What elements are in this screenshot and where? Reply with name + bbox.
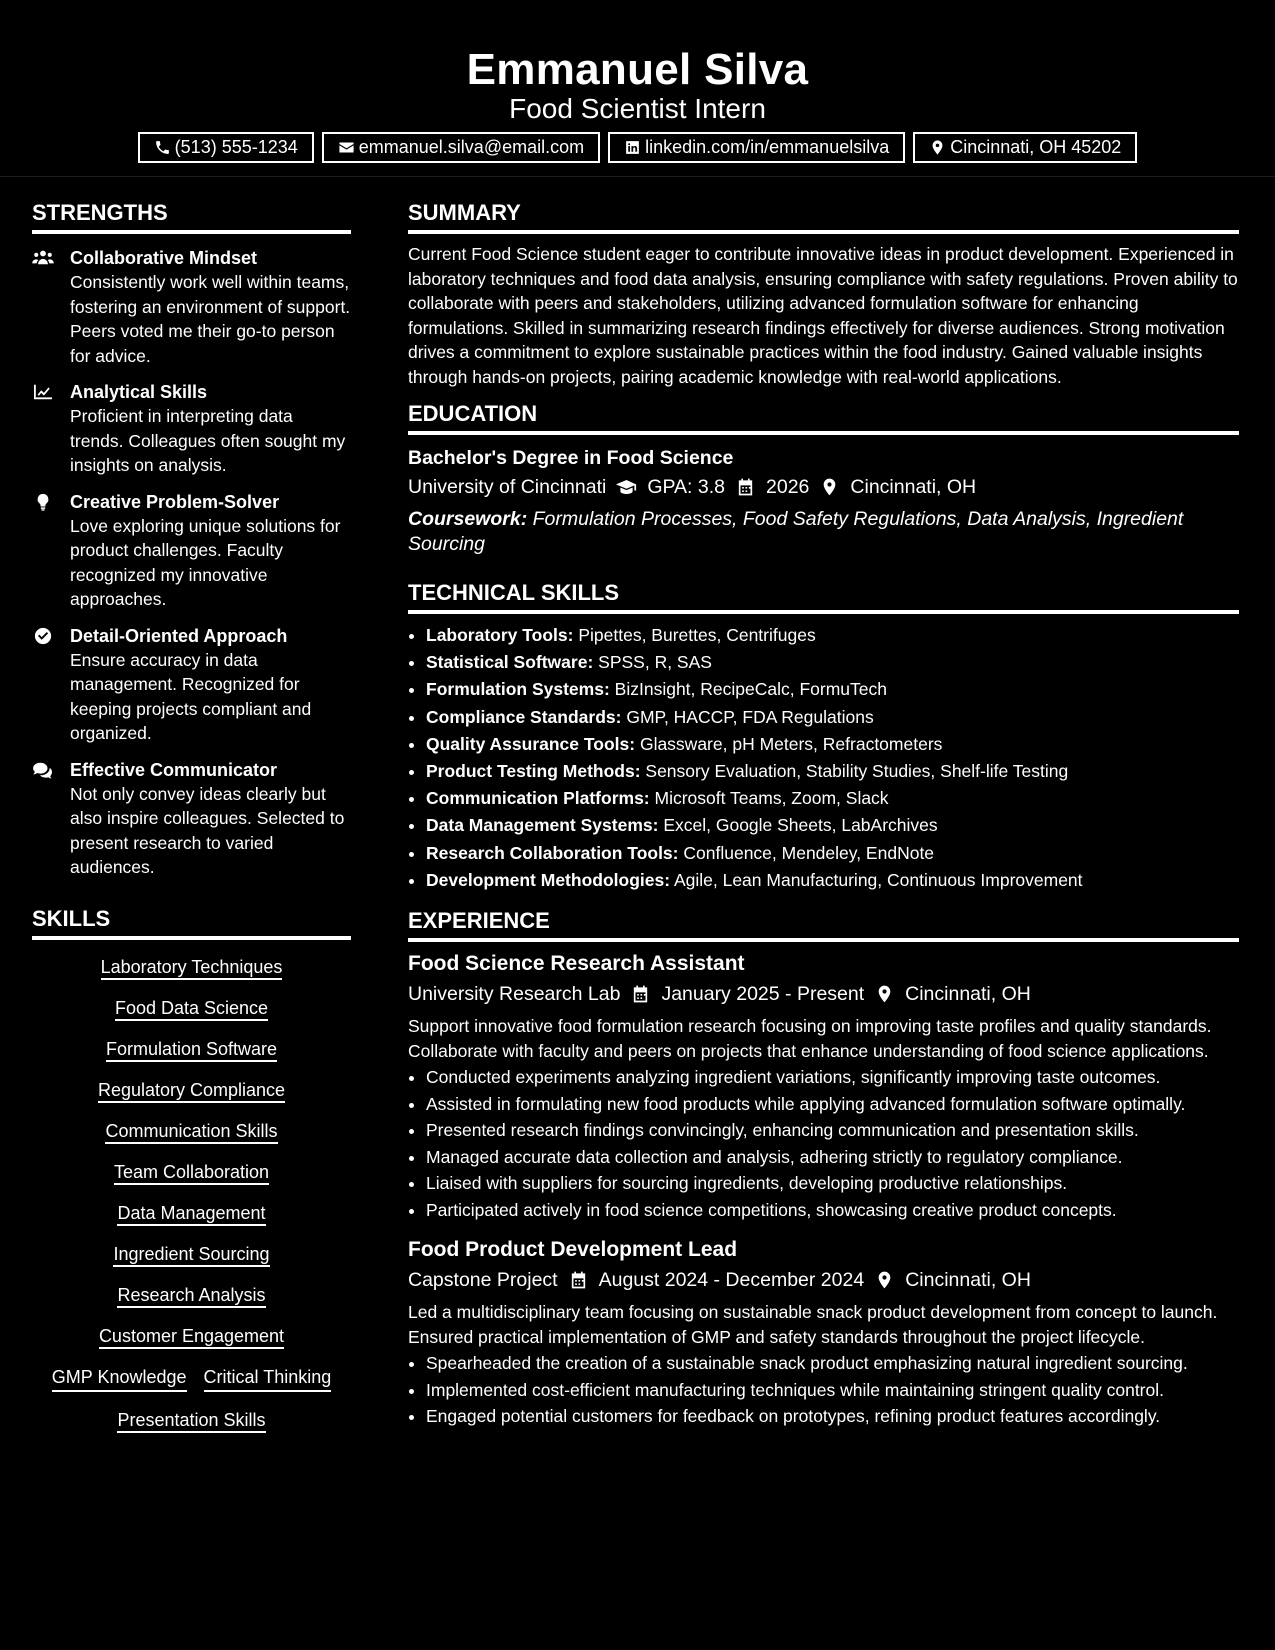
- skill-tag: Presentation Skills: [117, 1410, 265, 1433]
- skill-label: Statistical Software:: [426, 652, 594, 673]
- technical-skills-section: [408, 578, 1239, 894]
- skill-value: GMP, HACCP, FDA Regulations: [626, 706, 874, 727]
- linkedin-icon: [624, 139, 641, 156]
- list-item: [426, 622, 1239, 649]
- skill-tag: Customer Engagement: [99, 1326, 284, 1349]
- strengths-heading: STRENGTHS: [32, 198, 351, 234]
- degree-title: Bachelor's Degree in Food Science: [408, 447, 734, 469]
- graduation-cap-icon: [616, 477, 637, 497]
- skill-value: Excel, Google Sheets, LabArchives: [663, 815, 938, 836]
- list-item: • Spearheaded the creation of a sustainable snack product emphasizing natural ingredient sourcing.: [426, 1351, 1239, 1376]
- calendar-icon: [568, 1270, 589, 1290]
- list-item: [426, 704, 1239, 731]
- linkedin-contact[interactable]: [608, 132, 905, 163]
- job-dates: January 2025 - Present: [661, 983, 865, 1006]
- list-item: [426, 649, 1239, 676]
- strength-item: [32, 380, 351, 478]
- list-item: • Presented research findings convincingly, enhancing communication and presentation skills.: [426, 1118, 1239, 1143]
- calendar-icon: [735, 477, 756, 497]
- skill-tag: Laboratory Techniques: [101, 957, 283, 980]
- location-text: Cincinnati, OH 45202: [950, 137, 1122, 157]
- skill-label: Communication Platforms:: [426, 788, 650, 809]
- comments-icon: [32, 761, 54, 779]
- skill-tag: Research Analysis: [117, 1285, 265, 1308]
- candidate-name: Emmanuel Silva: [466, 45, 809, 94]
- strength-desc: Consistently work well within teams, fostering an environment of support. Peers voted me their go-to person for advice.: [70, 272, 351, 366]
- technical-skills-heading: TECHNICAL SKILLS: [408, 578, 1239, 614]
- list-item: • Liaised with suppliers for sourcing ingredients, developing productive relationships.: [426, 1171, 1239, 1196]
- strength-title: Analytical Skills: [70, 382, 208, 402]
- job-entry: [408, 1236, 1239, 1429]
- job-title: Food Scientist Intern: [509, 93, 766, 124]
- map-marker-icon: [874, 1270, 895, 1290]
- job-location: Cincinnati, OH: [905, 1269, 1031, 1292]
- skill-value: SPSS, R, SAS: [598, 652, 712, 673]
- job-title: Food Product Development Lead: [408, 1238, 738, 1262]
- job-org: Capstone Project: [408, 1269, 558, 1292]
- summary-heading: SUMMARY: [408, 198, 1239, 234]
- list-item: • Managed accurate data collection and analysis, adhering strictly to regulatory compliance.: [426, 1145, 1239, 1170]
- strength-title: Effective Communicator: [70, 759, 278, 780]
- skill-value: Confluence, Mendeley, EndNote: [683, 842, 935, 863]
- strength-item: [32, 246, 351, 368]
- list-item: [426, 731, 1239, 758]
- strength-desc: Ensure accuracy in data management. Recognized for keeping projects compliant and organized.: [70, 649, 312, 743]
- list-item: • Conducted experiments analyzing ingredient variations, significantly improving taste outcomes.: [426, 1065, 1239, 1090]
- skill-label: Formulation Systems:: [426, 679, 610, 700]
- list-item: [426, 758, 1239, 785]
- list-item: • Implemented cost-efficient manufacturing techniques while maintaining stringent quality control.: [426, 1378, 1239, 1403]
- job-desc: Support innovative food formulation research focusing on improving taste profiles and quality standards. Collaborate with faculty and peers on projects that enhance understanding of food science applications.: [408, 1016, 1212, 1061]
- linkedin-text: linkedin.com/in/emmanuelsilva: [645, 137, 890, 157]
- skill-value: Microsoft Teams, Zoom, Slack: [654, 788, 889, 809]
- skill-label: Compliance Standards:: [426, 706, 622, 727]
- strength-item: [32, 490, 351, 612]
- education-location: Cincinnati, OH: [850, 476, 977, 498]
- strength-desc: Proficient in interpreting data trends. Colleagues often sought my insights on analysis.: [70, 406, 346, 475]
- skill-value: Agile, Lean Manufacturing, Continuous Improvement: [673, 869, 1083, 890]
- list-item: [426, 785, 1239, 812]
- strength-title: Detail-Oriented Approach: [70, 625, 288, 646]
- skill-tag: Data Management: [117, 1203, 265, 1226]
- phone-contact[interactable]: [138, 132, 314, 163]
- envelope-icon: [338, 139, 355, 156]
- job-entry: [408, 950, 1239, 1222]
- strength-desc: Love exploring unique solutions for product challenges. Faculty recognized my innovative approaches.: [70, 515, 341, 609]
- strength-title: Collaborative Mindset: [70, 248, 258, 268]
- list-item: [426, 840, 1239, 867]
- phone-text: (513) 555-1234: [174, 137, 298, 157]
- technical-skills-list: [408, 622, 1239, 894]
- skills-heading: SKILLS: [32, 904, 351, 940]
- summary-text: Current Food Science student eager to contribute innovative ideas in product development. Experienced in laboratory techniques and food data analysis, ensuring compliance with safety regulations. Proven ability to collaborate with peers and stakeholders, utilizing advanced formulation software for enhancing formulations. Skilled in summarizing research findings effectively for diverse audiences. Strong motivation drives a commitment to explore sustainable practices within the food industry. Gained valuable insights through hands-on projects, pairing academic knowledge with real-world applications.: [408, 244, 1238, 387]
- education-meta: [408, 473, 1239, 501]
- chart-line-icon: [32, 383, 54, 401]
- coursework: [408, 507, 1239, 556]
- skill-label: Laboratory Tools:: [426, 625, 574, 645]
- summary-section: [408, 198, 1239, 389]
- strength-desc: Not only convey ideas clearly but also inspire colleagues. Selected to present research to varied audiences.: [70, 783, 345, 877]
- education-section: [408, 399, 1239, 556]
- email-text: emmanuel.silva@email.com: [358, 137, 585, 157]
- skill-tag: Food Data Science: [115, 998, 268, 1021]
- list-item: [426, 812, 1239, 839]
- calendar-icon: [630, 984, 651, 1004]
- strength-title: Creative Problem-Solver: [70, 491, 280, 512]
- skill-value: Pipettes, Burettes, Centrifuges: [578, 625, 816, 645]
- list-item: • Participated actively in food science competitions, showcasing creative product concepts.: [426, 1198, 1239, 1223]
- skill-value: BizInsight, RecipeCalc, FormuTech: [614, 679, 887, 700]
- list-item: • Assisted in formulating new food products while applying advanced formulation software optimally.: [426, 1092, 1239, 1117]
- map-marker-icon: [929, 139, 946, 156]
- right-column: [408, 198, 1239, 1429]
- left-column: [32, 198, 351, 1433]
- job-bullets: [408, 1351, 1239, 1429]
- skill-tag: Critical Thinking: [204, 1364, 332, 1392]
- check-circle-icon: [32, 627, 54, 645]
- users-icon: [32, 249, 54, 267]
- skill-tag: GMP Knowledge: [52, 1364, 187, 1392]
- skill-label: Development Methodologies:: [426, 869, 671, 890]
- header: [0, 0, 1275, 177]
- experience-heading: EXPERIENCE: [408, 906, 1239, 942]
- contact-bar: [0, 132, 1275, 163]
- lightbulb-icon: [32, 493, 54, 511]
- list-item: [426, 676, 1239, 703]
- job-desc: Led a multidisciplinary team focusing on sustainable snack product development from concept to launch. Ensured practical implementation of GMP and safety standards throughout the project lifecycle.: [408, 1302, 1218, 1347]
- job-title: Food Science Research Assistant: [408, 952, 745, 976]
- skill-value: Sensory Evaluation, Stability Studies, Shelf-life Testing: [645, 761, 1069, 782]
- skill-tag: Communication Skills: [105, 1121, 277, 1144]
- skill-tag: Regulatory Compliance: [98, 1080, 285, 1103]
- skill-tag: Formulation Software: [106, 1039, 277, 1062]
- skill-label: Quality Assurance Tools:: [426, 733, 636, 754]
- skill-tag: Ingredient Sourcing: [113, 1244, 269, 1267]
- map-marker-icon: [819, 477, 840, 497]
- phone-icon: [154, 139, 171, 156]
- school-name: University of Cincinnati: [408, 476, 607, 498]
- strength-item: [32, 624, 351, 746]
- experience-section: [408, 906, 1239, 1429]
- job-meta: [408, 980, 1239, 1008]
- list-item: [426, 867, 1239, 894]
- job-org: University Research Lab: [408, 983, 621, 1006]
- skill-tag: Team Collaboration: [114, 1162, 269, 1185]
- education-heading: EDUCATION: [408, 399, 1239, 435]
- job-bullets: [408, 1065, 1239, 1222]
- coursework-label: Coursework:: [408, 508, 528, 530]
- location-contact: [913, 132, 1137, 163]
- graduation-year: 2026: [766, 476, 810, 498]
- list-item: • Engaged potential customers for feedback on prototypes, refining product features accordingly.: [426, 1404, 1239, 1429]
- strength-item: [32, 758, 351, 880]
- job-location: Cincinnati, OH: [905, 983, 1031, 1006]
- skill-value: Glassware, pH Meters, Refractometers: [639, 733, 943, 754]
- email-contact[interactable]: [322, 132, 600, 163]
- map-marker-icon: [874, 984, 895, 1004]
- coursework-list: Formulation Processes, Food Safety Regulations, Data Analysis, Ingredient Sourcing: [408, 508, 1184, 555]
- skills-list: [32, 954, 351, 1433]
- gpa-text: GPA: 3.8: [647, 476, 726, 498]
- skill-label: Research Collaboration Tools:: [426, 842, 679, 863]
- strengths-section: [32, 198, 351, 880]
- job-dates: August 2024 - December 2024: [598, 1269, 865, 1292]
- job-meta: [408, 1266, 1239, 1294]
- skills-section: [32, 904, 351, 1433]
- skill-label: Data Management Systems:: [426, 815, 659, 836]
- skill-label: Product Testing Methods:: [426, 761, 641, 782]
